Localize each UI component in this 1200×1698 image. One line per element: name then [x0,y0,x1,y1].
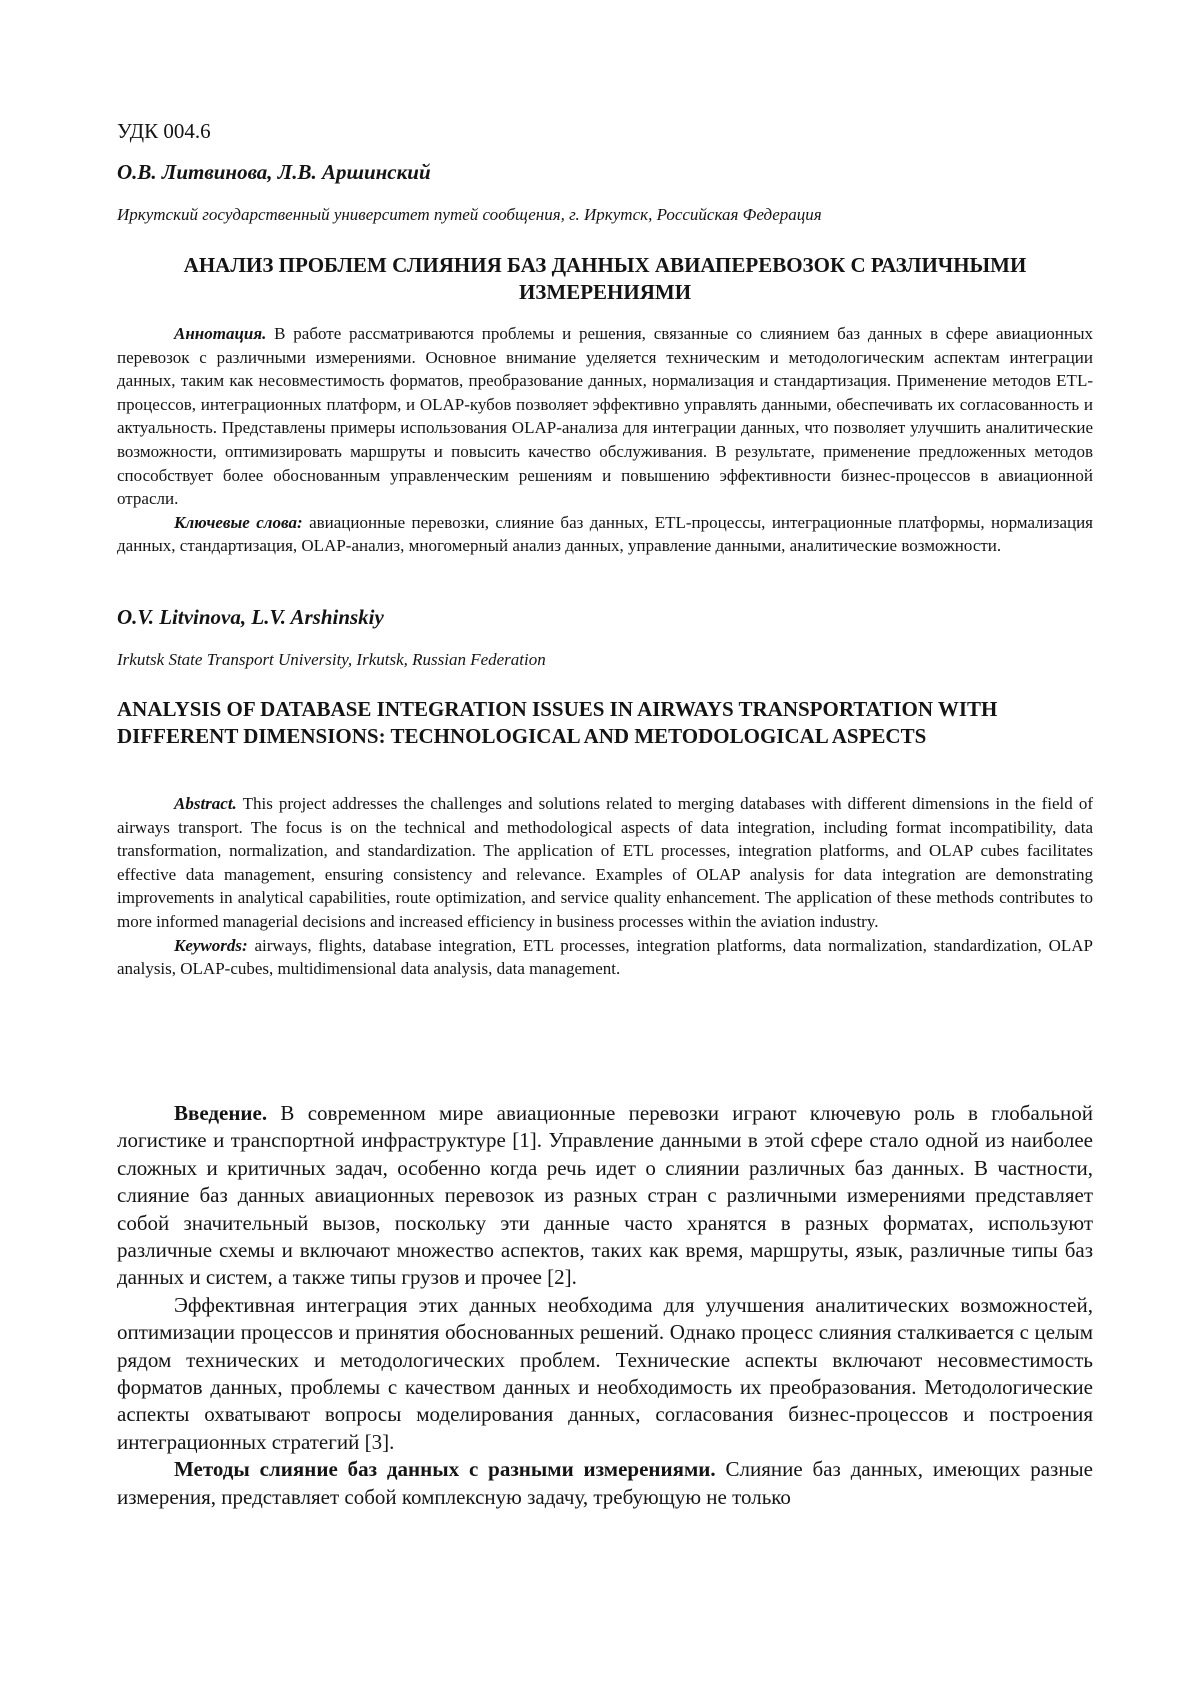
en-affiliation: Irkutsk State Transport University, Irkutsk, Russian Federation [117,649,546,671]
ru-annotation-text: В работе рассматриваются проблемы и решения, связанные со слиянием баз данных в сфере авиационных перевозок с различными измерениями. Основное внимание уделяется техническим и методологическим аспектам интеграции данных, таким как несовместимость форматов, преобразование данных, нормализация и стандартизация. Применение методов ETL-процессов, интеграционных платформ, и OLAP-кубов позволяет эффективно управлять данными, обеспечивать их согласованность и актуальность. Представлены примеры использования OLAP-анализа для интеграции данных, что позволяет улучшить аналитические возможности, оптимизировать маршруты и повысить качество обслуживания. В результате, применение предложенных методов способствует более обоснованным управленческим решениям и повышению эффективности бизнес-процессов в авиационной отрасли. [117,324,1093,508]
udk-code: УДК 004.6 [117,118,211,144]
intro-heading: Введение. [174,1101,267,1125]
en-keywords-text: airways, flights, database integration, ETL processes, integration platforms, data normalization, standardization, OLAP analysis, OLAP-cubes, multidimensional data analysis, data management. [117,936,1093,979]
body-paragraph-2: Эффективная интеграция этих данных необходима для улучшения аналитических возможностей, оптимизации процессов и принятия обоснованных решений. Однако процесс слияния сталкивается с целым рядом технических и методологических проблем. Технические аспекты включают несовместимость форматов данных, проблемы с качеством данных и необходимость их преобразования. Методологические аспекты охватывают вопросы моделирования данных, согласования бизнес-процессов и построения интеграционных стратегий [3]. [117,1292,1093,1456]
ru-annotation [117,322,1093,511]
ru-abstract-block [117,322,1093,558]
ru-title: АНАЛИЗ ПРОБЛЕМ СЛИЯНИЯ БАЗ ДАННЫХ АВИАПЕРЕВОЗОК С РАЗЛИЧНЫМИ ИЗМЕРЕНИЯМИ [117,252,1093,306]
body-text [117,1100,1093,1511]
en-abstract-block [117,792,1093,981]
ru-authors: О.В. Литвинова, Л.В. Аршинский [117,159,431,185]
intro-text: В современном мире авиационные перевозки играют ключевую роль в глобальной логистике и транспортной инфраструктуре [1]. Управление данными в этой сфере стало одной из наиболее сложных и критичных задач, особенно когда речь идет о слиянии различных баз данных. В частности, слияние баз данных авиационных перевозок из разных стран с различными измерениями представляет собой значительный вызов, поскольку эти данные часто хранятся в разных форматах, используют различные схемы и включают множество аспектов, таких как время, маршруты, язык, различные типы баз данных и систем, а также типы грузов и прочее [2]. [117,1101,1093,1289]
en-abstract-label: Abstract. [174,794,237,813]
intro-paragraph [117,1100,1093,1292]
ru-annotation-label: Аннотация. [174,324,266,343]
en-keywords [117,934,1093,981]
ru-keywords [117,511,1093,558]
ru-affiliation: Иркутский государственный университет путей сообщения, г. Иркутск, Российская Федерация [117,204,822,226]
en-abstract [117,792,1093,934]
ru-keywords-label: Ключевые слова: [174,513,303,532]
en-abstract-text: This project addresses the challenges and solutions related to merging databases with different dimensions in the field of airways transport. The focus is on the technical and methodological aspects of data integration, including format incompatibility, data transformation, normalization, and standardization. The application of ETL processes, integration platforms, and OLAP cubes facilitates effective data management, ensuring consistency and relevance. Examples of OLAP analysis for data integration are demonstrating improvements in analytical capabilities, route optimization, and service quality enhancement. The application of these methods contributes to more informed managerial decisions and increased efficiency in business processes within the aviation industry. [117,794,1093,931]
methods-paragraph [117,1456,1093,1511]
en-authors: O.V. Litvinova, L.V. Arshinskiy [117,604,384,630]
en-keywords-label: Keywords: [174,936,248,955]
methods-text: Слияние баз данных, имеющих разные измерения, представляет собой комплексную задачу, требующую не только [117,1457,1093,1508]
methods-heading: Методы слияние баз данных с разными измерениями. [174,1457,716,1481]
en-title: ANALYSIS OF DATABASE INTEGRATION ISSUES IN AIRWAYS TRANSPORTATION WITH DIFFERENT DIMENSIONS: TECHNOLOGICAL AND METODOLOGICAL ASPECTS [117,696,1093,750]
ru-keywords-text: авиационные перевозки, слияние баз данных, ETL-процессы, интеграционные платформы, нормализация данных, стандартизация, OLAP-анализ, многомерный анализ данных, управление данными, аналитические возможности. [117,513,1093,556]
